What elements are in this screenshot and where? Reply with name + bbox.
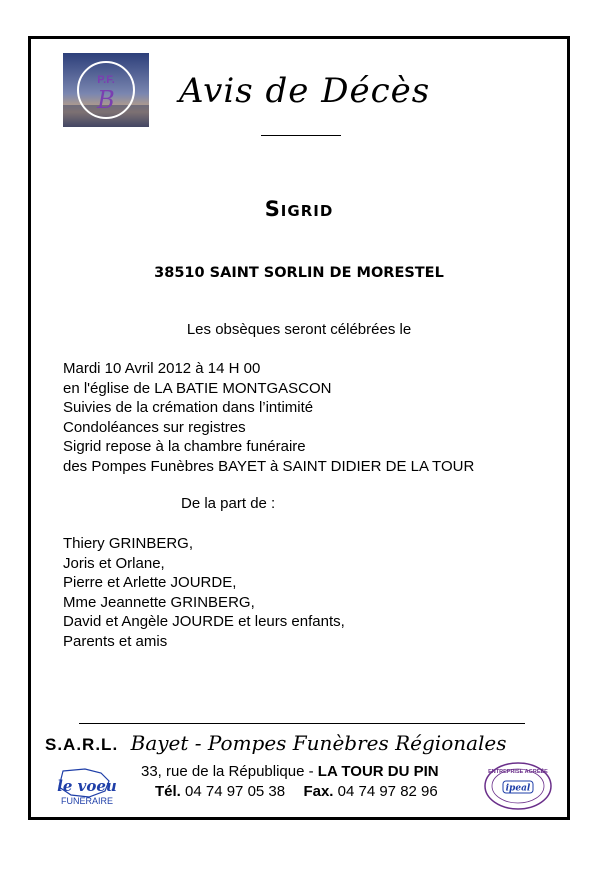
pf-bayet-logo xyxy=(63,53,149,127)
tel-label: Tél. xyxy=(155,783,181,800)
ceremony-line: Sigrid repose à la chambre funéraire xyxy=(63,438,306,455)
ceremony-intro: Les obsèques seront célébrées le xyxy=(186,321,412,338)
ceremony-line: Mardi 10 Avril 2012 à 14 H 00 xyxy=(63,360,261,377)
company-legal-form: S.A.R.L. xyxy=(45,735,119,754)
ceremony-line: en l'église de LA BATIE MONTGASCON xyxy=(63,379,332,397)
company-line xyxy=(45,731,507,755)
title-divider xyxy=(261,135,341,136)
family-list xyxy=(63,534,345,651)
company-address xyxy=(141,763,439,780)
right-logo-subtext: ipeal xyxy=(505,783,531,794)
ceremony-line: Suivies de la crémation dans l’intimité xyxy=(63,399,314,416)
logo-letters: P.F. xyxy=(97,74,115,86)
address-city: LA TOUR DU PIN xyxy=(317,763,439,780)
deceased-name: Sigrid xyxy=(264,197,334,221)
notice-title: Avis de Décès xyxy=(179,71,431,111)
logo-initial: B xyxy=(97,86,115,114)
notice-frame xyxy=(28,36,570,820)
family-member: Joris et Orlane, xyxy=(63,554,165,572)
footer-divider xyxy=(79,723,525,724)
ceremony-line: des Pompes Funèbres BAYET à SAINT DIDIER DE LA TOUR xyxy=(63,457,475,475)
entreprise-agreee-logo xyxy=(483,761,553,811)
company-name: Bayet - Pompes Funèbres Régionales xyxy=(130,731,507,755)
fax-label: Fax. xyxy=(303,783,334,800)
right-logo-text: ENTREPRISE AGRÉÉE xyxy=(488,769,548,775)
company-phones xyxy=(155,783,438,800)
deceased-city: 38510 SAINT SORLIN DE MORESTEL xyxy=(154,265,444,281)
family-member: Parents et amis xyxy=(63,632,168,650)
family-member: Mme Jeannette GRINBERG, xyxy=(63,593,255,611)
left-logo-subtext: FUNERAIRE xyxy=(60,796,114,806)
ceremony-details xyxy=(63,359,474,476)
ceremony-line: Condoléances sur registres xyxy=(63,418,246,436)
family-member: David et Angèle JOURDE et leurs enfants, xyxy=(63,613,345,630)
le-voeu-funeraire-logo xyxy=(49,767,135,807)
address-street: 33, rue de la République - xyxy=(141,763,318,780)
family-member: Thiery GRINBERG, xyxy=(63,535,194,552)
fax-number: 04 74 97 82 96 xyxy=(333,783,438,800)
tel-number: 04 74 97 05 38 xyxy=(180,783,286,800)
family-label: De la part de : xyxy=(181,495,276,512)
family-member: Pierre et Arlette JOURDE, xyxy=(63,574,237,591)
left-logo-text: le voeu xyxy=(57,777,117,795)
